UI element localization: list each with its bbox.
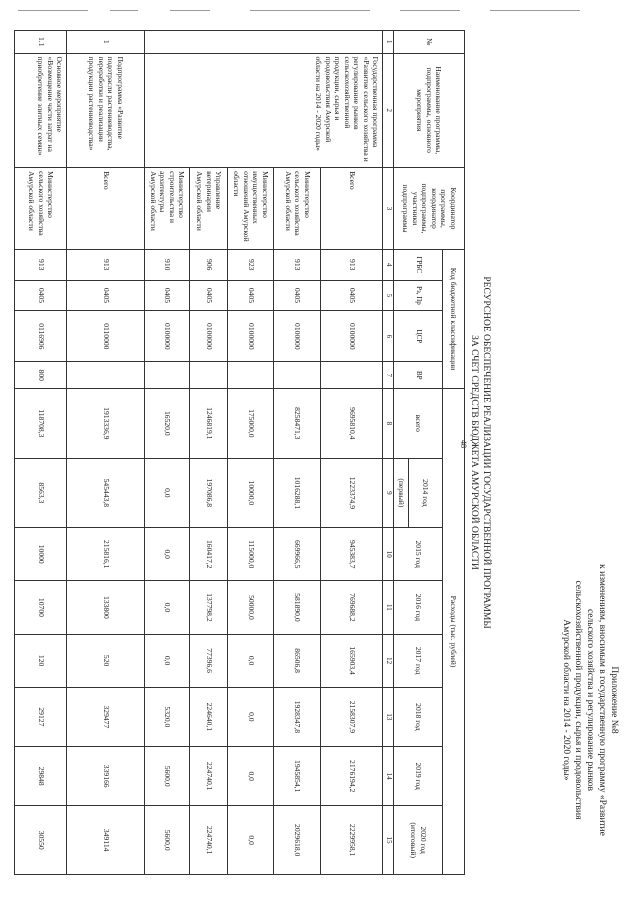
appendix-line: сельского хозяйства и регулирование рынков xyxy=(585,608,595,792)
y2018-cell: 0,0 xyxy=(228,687,274,746)
appendix-line: сельскохозяйственной продукции, сырья и продовольствия xyxy=(573,580,583,820)
y2019-cell: 339166 xyxy=(67,747,145,806)
rzpr-cell: 0405 xyxy=(67,280,145,311)
y2015-cell: 10000 xyxy=(15,528,67,581)
csr-cell: 0100000 xyxy=(228,311,274,362)
header-2014-note: (первый) xyxy=(394,458,409,528)
title-line-1: РЕСУРСНОЕ ОБЕСПЕЧЕНИЕ РЕАЛИЗАЦИИ ГОСУДАРСТВЕННОЙ ПРОГРАММЫ xyxy=(481,276,491,629)
y2014-cell: 545443,8 xyxy=(67,458,145,528)
document-title xyxy=(468,30,492,875)
csr-cell: 0116906 xyxy=(15,311,67,362)
y2017-cell: 77396,6 xyxy=(190,634,228,687)
column-number: 12 xyxy=(383,634,394,687)
y2019-cell: 5600,0 xyxy=(145,747,190,806)
header-2016: 2016 год xyxy=(394,581,443,634)
column-number: 10 xyxy=(383,528,394,581)
header-2015: 2015 год xyxy=(394,528,443,581)
column-number: 9 xyxy=(383,458,394,528)
y2014-cell: 8563,3 xyxy=(15,458,67,528)
column-number: 1 xyxy=(383,31,394,54)
y2014-cell: 0,0 xyxy=(145,458,190,528)
subprogram-no: 1 xyxy=(67,31,145,54)
program-no xyxy=(145,31,383,54)
header-2017: 2017 год xyxy=(394,634,443,687)
y2017-cell: 520 xyxy=(67,634,145,687)
grbs-cell: 910 xyxy=(145,249,190,280)
coordinator-cell: Всего xyxy=(67,168,145,250)
column-number: 7 xyxy=(383,362,394,389)
vr-cell: 800 xyxy=(15,362,67,389)
y2014-cell: 10000,0 xyxy=(228,458,274,528)
appendix-note xyxy=(560,520,620,880)
y2014-cell: 197086,8 xyxy=(190,458,228,528)
coordinator-cell: Министерство сельского хозяйства Амурской области xyxy=(274,168,321,250)
y2018-cell: 224640,1 xyxy=(190,687,228,746)
y2016-cell: 581890,0 xyxy=(274,581,321,634)
header-expenses: Расходы (тыс. рублей) xyxy=(443,389,465,875)
y2020-cell: 2029618,0 xyxy=(274,806,321,875)
column-number: 6 xyxy=(383,311,394,362)
grbs-cell: 923 xyxy=(228,249,274,280)
rzpr-cell: 0405 xyxy=(145,280,190,311)
header-budget-code: Код бюджетной классификации xyxy=(443,249,465,388)
csr-cell: 0100000 xyxy=(274,311,321,362)
column-number-row xyxy=(383,31,394,875)
csr-cell: 0100000 xyxy=(145,311,190,362)
appendix-line: Приложение №8 xyxy=(609,666,619,734)
coordinator-cell: Министерство строительства и архитектуры Амурской области xyxy=(145,168,190,250)
y2020-cell: 224740,1 xyxy=(190,806,228,875)
rzpr-cell: 0405 xyxy=(15,280,67,311)
activity-name: Основное мероприятие «Возмещение части затрат на приобретение элитных семян» xyxy=(15,53,67,168)
column-number: 11 xyxy=(383,581,394,634)
column-number: 15 xyxy=(383,806,394,875)
header-grbs: ГРБС xyxy=(394,249,443,280)
header-no: № xyxy=(394,31,465,54)
y2015-cell: 215816,1 xyxy=(67,528,145,581)
y2016-cell: 769688,2 xyxy=(321,581,383,634)
resource-table xyxy=(15,30,466,875)
y2020-cell: 349114 xyxy=(67,806,145,875)
y2015-cell: 945383,7 xyxy=(321,528,383,581)
column-number: 3 xyxy=(383,168,394,250)
y2018-cell: 2158307,9 xyxy=(321,687,383,746)
csr-cell: 0100000 xyxy=(190,311,228,362)
y2017-cell: 120 xyxy=(15,634,67,687)
grbs-cell: 913 xyxy=(15,249,67,280)
page-number: 48 xyxy=(459,440,468,448)
total-cell: 1246819,1 xyxy=(190,389,228,459)
y2017-cell: 0,0 xyxy=(145,634,190,687)
total-cell: 175000,0 xyxy=(228,389,274,459)
y2017-cell: 165903,4 xyxy=(321,634,383,687)
table-row xyxy=(15,31,67,875)
title-line-2: ЗА СЧЕТ СРЕДСТВ БЮДЖЕТА АМУРСКОЙ ОБЛАСТИ xyxy=(469,335,479,570)
vr-cell xyxy=(228,362,274,389)
column-number: 13 xyxy=(383,687,394,746)
header-2014: 2014 год xyxy=(409,458,443,528)
y2019-cell: 1945854,1 xyxy=(274,747,321,806)
grbs-cell: 913 xyxy=(321,249,383,280)
coordinator-cell: Управление ветеринарии Амурской области xyxy=(190,168,228,250)
table-row xyxy=(67,31,145,875)
program-name: Государственная программа «Развитие сельского хозяйства и регулирование рынков сельскохозяйственной продукции, сырья и продовольствия Амурской области на 2014 - 2020 годы» xyxy=(145,53,383,168)
column-number: 14 xyxy=(383,747,394,806)
y2018-cell: 29127 xyxy=(15,687,67,746)
y2019-cell: 29848 xyxy=(15,747,67,806)
y2015-cell: 115000,0 xyxy=(228,528,274,581)
header-rzpr: Рз, Пр xyxy=(394,280,443,311)
grbs-cell: 913 xyxy=(67,249,145,280)
header-2018: 2018 год xyxy=(394,687,443,746)
y2018-cell: 329477 xyxy=(67,687,145,746)
table-row xyxy=(321,31,383,875)
y2015-cell: 160417,2 xyxy=(190,528,228,581)
vr-cell xyxy=(145,362,190,389)
total-cell: 16520,0 xyxy=(145,389,190,459)
rzpr-cell: 0405 xyxy=(228,280,274,311)
y2018-cell: 1928347,8 xyxy=(274,687,321,746)
y2016-cell: 137798,2 xyxy=(190,581,228,634)
header-csr: ЦСР xyxy=(394,311,443,362)
header-vr: ВР xyxy=(394,362,443,389)
coordinator-cell: Министерство имущественных отношений Амурской области xyxy=(228,168,274,250)
y2015-cell: 0,0 xyxy=(145,528,190,581)
y2020-cell: 30550 xyxy=(15,806,67,875)
vr-cell xyxy=(190,362,228,389)
rzpr-cell: 0405 xyxy=(321,280,383,311)
rzpr-cell: 0405 xyxy=(274,280,321,311)
y2016-cell: 10700 xyxy=(15,581,67,634)
column-number: 5 xyxy=(383,280,394,311)
total-cell: 9695810,4 xyxy=(321,389,383,459)
csr-cell: 0100000 xyxy=(321,311,383,362)
vr-cell xyxy=(67,362,145,389)
csr-cell: 0110000 xyxy=(67,311,145,362)
total-cell: 1913336,9 xyxy=(67,389,145,459)
appendix-line: Амурской области на 2014 - 2020 годы» xyxy=(561,619,571,781)
vr-cell xyxy=(321,362,383,389)
y2015-cell: 669966,5 xyxy=(274,528,321,581)
header-coordinator: Координатор программы, координатор подпрограммы, участники подпрограммы xyxy=(394,168,465,250)
header-2020: 2020 год (итоговый) xyxy=(394,806,443,875)
total-cell: 8258471,3 xyxy=(274,389,321,459)
y2019-cell: 0,0 xyxy=(228,747,274,806)
y2020-cell: 2229958,1 xyxy=(321,806,383,875)
column-number: 8 xyxy=(383,389,394,459)
header-2019: 2019 год xyxy=(394,747,443,806)
y2020-cell: 0,0 xyxy=(228,806,274,875)
y2014-cell: 1223374,9 xyxy=(321,458,383,528)
total-cell: 118708,3 xyxy=(15,389,67,459)
coordinator-cell: Всего xyxy=(321,168,383,250)
y2016-cell: 50000,0 xyxy=(228,581,274,634)
subprogram-name: Подпрограмма «Развитие подотрасли растениеводства, переработки и реализации продукции растениеводства» xyxy=(67,53,145,168)
y2019-cell: 2176194,2 xyxy=(321,747,383,806)
y2017-cell: 0,0 xyxy=(228,634,274,687)
y2016-cell: 133800 xyxy=(67,581,145,634)
y2017-cell: 86506,8 xyxy=(274,634,321,687)
column-number: 2 xyxy=(383,53,394,168)
grbs-cell: 913 xyxy=(274,249,321,280)
activity-no: 1.1 xyxy=(15,31,67,54)
y2020-cell: 5600,0 xyxy=(145,806,190,875)
y2014-cell: 1016288,1 xyxy=(274,458,321,528)
grbs-cell: 906 xyxy=(190,249,228,280)
y2019-cell: 224740,1 xyxy=(190,747,228,806)
rzpr-cell: 0405 xyxy=(190,280,228,311)
appendix-line: к изменениям, вносимым в государственную программу «Развитие xyxy=(597,564,607,836)
header-name: Наименование программы, подпрограммы, основного мероприятия xyxy=(394,53,465,168)
y2018-cell: 5320,0 xyxy=(145,687,190,746)
column-number: 4 xyxy=(383,249,394,280)
y2016-cell: 0,0 xyxy=(145,581,190,634)
coordinator-cell: Министерство сельского хозяйства Амурской области xyxy=(15,168,67,250)
vr-cell xyxy=(274,362,321,389)
header-total: всего xyxy=(394,389,443,459)
